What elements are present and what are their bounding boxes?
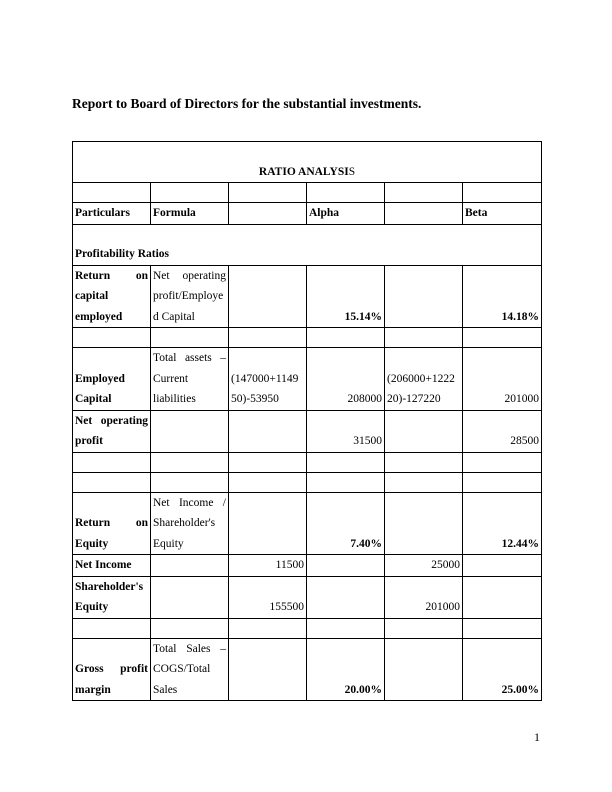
employed-capital-label: Employed Capital (73, 348, 151, 411)
employed-capital-formula: Total assets – Current liabilities (151, 348, 229, 411)
section-profitability: Profitability Ratios (73, 224, 542, 265)
roe-formula: Net Income / Shareholder's Equity (151, 492, 229, 555)
employed-capital-beta-calc: (206000+1222 20)-127220 (385, 348, 463, 411)
net-income-alpha: 11500 (229, 555, 307, 577)
net-operating-profit-label: Net operating profit (73, 410, 151, 452)
header-row (73, 203, 542, 225)
table-row-roce (73, 265, 542, 328)
employed-capital-alpha-calc: (147000+1149 50)-53950 (229, 348, 307, 411)
page-number: 1 (534, 730, 540, 744)
table-row (73, 452, 542, 472)
header-particulars: Particulars (73, 203, 151, 225)
net-operating-profit-beta: 28500 (463, 410, 542, 452)
employed-capital-beta: 201000 (463, 348, 542, 411)
ratio-analysis-table (72, 141, 542, 701)
table-row-roe (73, 492, 542, 555)
header-beta: Beta (463, 203, 542, 225)
table-row-shareholders-equity (73, 576, 542, 618)
roce-beta: 14.18% (463, 265, 542, 328)
table-row-net-income (73, 555, 542, 577)
roce-formula: Net operating profit/Employe d Capital (151, 265, 229, 328)
roe-label: Return on Equity (73, 492, 151, 555)
roe-beta: 12.44% (463, 492, 542, 555)
table-row-gross-profit-margin (73, 638, 542, 701)
report-heading: Report to Board of Directors for the substantial investments. (72, 96, 422, 111)
shareholders-equity-beta: 201000 (385, 576, 463, 618)
table-row (73, 183, 542, 203)
gross-profit-margin-label: Gross profit margin (73, 638, 151, 701)
table-row-net-operating-profit (73, 410, 542, 452)
header-alpha: Alpha (307, 203, 385, 225)
gross-profit-margin-beta: 25.00% (463, 638, 542, 701)
table-row (73, 328, 542, 348)
gross-profit-margin-formula: Total Sales – COGS/Total Sales (151, 638, 229, 701)
employed-capital-alpha: 208000 (307, 348, 385, 411)
net-income-label: Net Income (73, 555, 151, 577)
table-title-row (73, 142, 542, 183)
table-row (73, 472, 542, 492)
table-title: RATIO ANALYSIS (73, 142, 542, 183)
roe-alpha: 7.40% (307, 492, 385, 555)
net-operating-profit-alpha: 31500 (307, 410, 385, 452)
roce-alpha: 15.14% (307, 265, 385, 328)
net-income-beta: 25000 (385, 555, 463, 577)
shareholders-equity-label: Shareholder's Equity (73, 576, 151, 618)
shareholders-equity-alpha: 155500 (229, 576, 307, 618)
section-row (73, 224, 542, 265)
header-formula: Formula (151, 203, 229, 225)
roce-label: Return on capital employed (73, 265, 151, 328)
gross-profit-margin-alpha: 20.00% (307, 638, 385, 701)
table-row-employed-capital (73, 348, 542, 411)
table-row (73, 618, 542, 638)
